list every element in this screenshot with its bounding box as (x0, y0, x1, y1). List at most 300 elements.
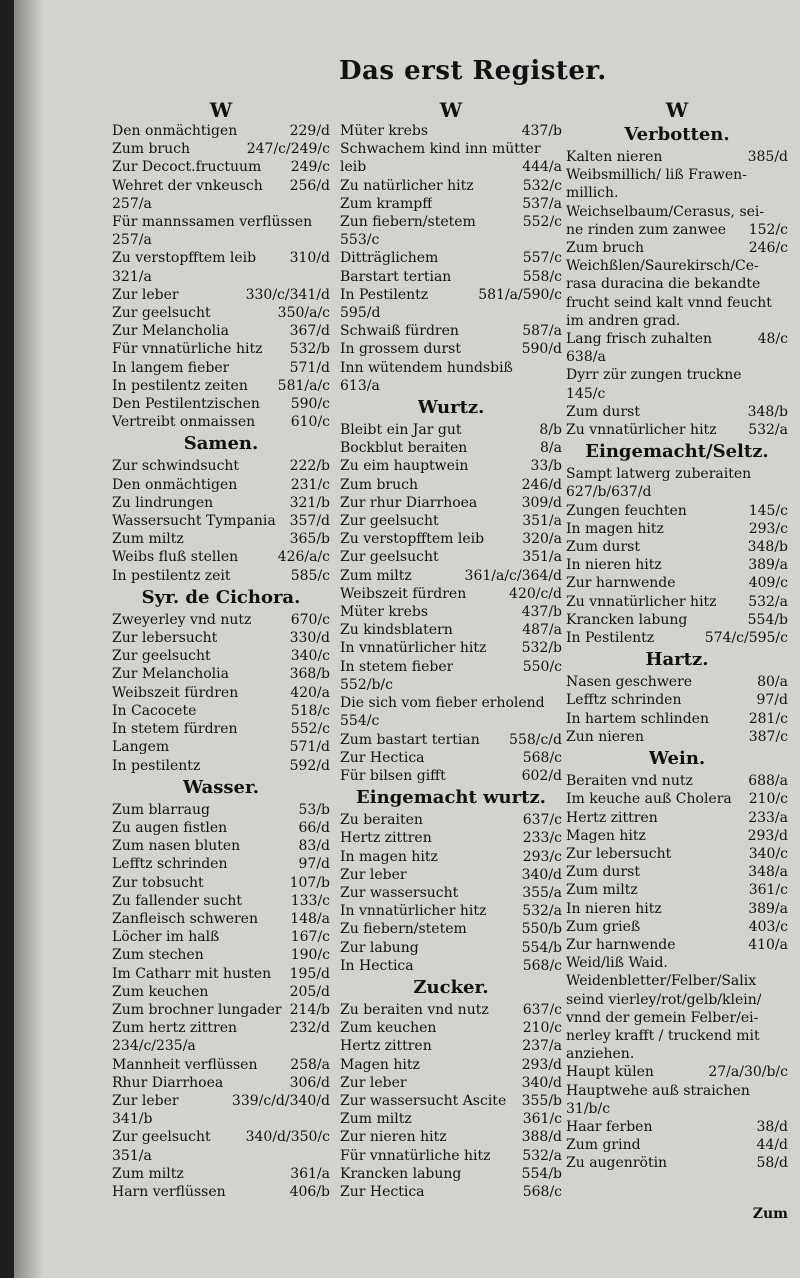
index-entry (112, 611, 330, 629)
entry-text: Zu beraiten (340, 812, 423, 829)
index-entry (340, 122, 562, 140)
entry-text: Mannheit verflüssen (112, 1056, 258, 1073)
page-reference: 688/a (748, 773, 788, 790)
entry-text: 613/a (340, 377, 380, 394)
entry-text: In grossem durst (340, 341, 461, 358)
entry-text: Rhur Diarrhoea (112, 1074, 224, 1091)
page-reference: 389/a (748, 900, 788, 917)
entry-text: Zur Hectica (340, 749, 425, 766)
index-entry (340, 1183, 562, 1201)
entry-text: Zanfleisch schweren (112, 910, 258, 927)
page-reference: 437/b (521, 123, 562, 139)
page-reference: 306/d (289, 1074, 330, 1091)
page-reference: 210/c (748, 791, 788, 808)
entry-text: In Pestilentz (340, 286, 429, 303)
index-entry (340, 494, 562, 512)
index-entry (566, 673, 788, 691)
entry-text: Weibszeit fürdren (112, 684, 239, 701)
entry-text: 31/b/c (566, 1100, 611, 1117)
index-entry (340, 286, 562, 304)
page-reference: 365/b (289, 531, 330, 548)
entry-text: Zu verstopfftem leib (112, 250, 257, 267)
index-entry (566, 991, 788, 1009)
entry-text: Weichselbaum/Cerasus, sei- (566, 203, 765, 220)
index-entry (112, 177, 330, 195)
page-reference: 233/a (748, 809, 788, 826)
entry-text: Lefftz schrinden (566, 692, 682, 709)
page-reference: 487/a (522, 622, 562, 639)
page-reference: 552/c (522, 214, 562, 231)
page-reference: 357/d (289, 513, 330, 530)
page-reference: 385/d (747, 149, 788, 165)
entry-text: 554/c (340, 713, 380, 730)
index-entry (112, 965, 330, 983)
page-reference: 340/d (521, 1074, 562, 1091)
page-reference: 550/c (522, 658, 562, 675)
index-entry (340, 621, 562, 639)
entry-text: 553/c (340, 232, 380, 249)
entry-text: Zum bastart tertian (340, 731, 480, 748)
index-entry (566, 257, 788, 275)
index-entry (566, 1027, 788, 1045)
index-entry (340, 439, 562, 457)
index-entry (112, 837, 330, 855)
entry-text: Zum grieß (566, 918, 641, 935)
section-heading (566, 439, 788, 465)
index-entry (112, 946, 330, 964)
page-reference: 232/d (289, 1020, 330, 1037)
page-reference: 246/c (748, 240, 788, 257)
page-reference: 557/c (522, 250, 562, 267)
entry-text: Weid/liß Waid. (566, 955, 668, 972)
page-reference: 247/c/249/c (246, 141, 330, 158)
entry-text: In pestilentz (112, 757, 201, 774)
page-reference: 258/a (290, 1056, 330, 1073)
page-reference: 532/a (522, 1147, 562, 1164)
index-entry (566, 900, 788, 918)
page-reference: 350/a/c (277, 305, 330, 322)
index-entry (112, 567, 330, 585)
page-reference: 532/a (522, 903, 562, 920)
index-entry (112, 1147, 330, 1165)
index-entry (112, 413, 330, 431)
index-entry (566, 845, 788, 863)
index-entry (112, 457, 330, 475)
index-entry (340, 957, 562, 975)
entry-text: nerley krafft / truckend mit (566, 1027, 760, 1044)
index-entry (112, 1183, 330, 1201)
page-reference: 48/c (757, 331, 788, 348)
page-reference: 80/a (757, 674, 788, 691)
entry-text: Eingemacht/Seltz. (585, 441, 769, 463)
entry-text: 257/a (112, 232, 152, 249)
entry-text: Haupt külen (566, 1064, 654, 1081)
index-entry (112, 738, 330, 756)
index-entry (566, 330, 788, 348)
entry-text: Ditträglichem (340, 250, 439, 267)
entry-text: Zur geelsucht (112, 1129, 211, 1146)
entry-text: Zur wassersucht Ascite (340, 1092, 507, 1109)
entry-text: Bleibt ein Jar gut (340, 422, 462, 439)
entry-text: Zur harnwende (566, 936, 676, 953)
index-entry (566, 827, 788, 845)
index-entry (566, 148, 788, 166)
entry-text: Zum keuchen (340, 1020, 437, 1037)
index-entry (566, 809, 788, 827)
entry-text: Hertz zittren (566, 809, 658, 826)
page-reference: 568/c (522, 1183, 562, 1200)
entry-text: Zu kindsblatern (340, 622, 453, 639)
entry-text: In vnnatürlicher hitz (340, 903, 487, 920)
index-entry (566, 203, 788, 221)
page-reference: 222/b (289, 458, 330, 475)
entry-text: Zur geelsucht (340, 513, 439, 530)
index-entry (112, 231, 330, 249)
page-reference: 537/a (522, 195, 562, 212)
index-entry (112, 684, 330, 702)
index-entry (340, 195, 562, 213)
entry-text: Zur lebersucht (112, 630, 218, 647)
page-reference: 210/c (522, 1020, 562, 1037)
page-reference: 97/d (756, 692, 788, 709)
index-entry (566, 366, 788, 384)
page-reference: 246/d (521, 476, 562, 493)
index-entry (340, 359, 562, 377)
column-letter: W (209, 98, 233, 122)
index-entry (112, 530, 330, 548)
entry-text: Zu augen fistlen (112, 819, 228, 836)
index-entry (340, 377, 562, 395)
index-entry (566, 593, 788, 611)
entry-text: Zur wassersucht (340, 884, 459, 901)
entry-text: Inn wütendem hundsbiß (340, 359, 513, 376)
index-entry (340, 1037, 562, 1055)
entry-text: Den onmächtigen (112, 123, 238, 139)
entry-text: Zu fallender sucht (112, 892, 243, 909)
entry-text: 638/a (566, 349, 606, 366)
entry-text: Dyrr zür zungen truckne (566, 367, 742, 384)
index-entry (566, 1063, 788, 1081)
index-entry (112, 1056, 330, 1074)
entry-text: Zur Melancholia (112, 666, 229, 683)
entry-text: Zu fiebern/stetem (340, 921, 467, 938)
index-entry (112, 213, 330, 231)
entry-text: 234/c/235/a (112, 1038, 196, 1055)
entry-text: In magen hitz (340, 848, 438, 865)
page-reference: 420/c/d (509, 585, 562, 602)
index-entry (112, 249, 330, 267)
index-entry (566, 1154, 788, 1172)
entry-text: Müter krebs (340, 123, 429, 139)
page-reference: 581/a/c (277, 377, 330, 394)
section-heading (112, 775, 330, 801)
index-entry (340, 1001, 562, 1019)
entry-text: Zum miltz (112, 531, 184, 548)
index-entry (112, 377, 330, 395)
index-entry (112, 268, 330, 286)
entry-text: Zur leber (340, 866, 407, 883)
index-entry (112, 1092, 330, 1110)
index-entry (566, 936, 788, 954)
entry-text: Zur leber (112, 286, 179, 303)
index-entry (566, 710, 788, 728)
index-entry (340, 231, 562, 249)
page-reference: 293/d (747, 827, 788, 844)
page-reference: 339/c/d/340/d (231, 1092, 330, 1109)
entry-text: Zungen feuchten (566, 502, 687, 519)
entry-text: Zur Hectica (340, 1183, 425, 1200)
index-entry (112, 1037, 330, 1055)
page-reference: 340/c (748, 845, 788, 862)
page-reference: 256/d (289, 177, 330, 194)
index-entry (340, 920, 562, 938)
page-reference: 355/b (521, 1092, 562, 1109)
page-reference: 568/c (522, 749, 562, 766)
index-entry (112, 819, 330, 837)
page-reference: 53/b (298, 801, 330, 818)
page-reference: 444/a (522, 159, 562, 176)
entry-text: 627/b/637/d (566, 484, 652, 501)
entry-text: Die sich vom fieber erholend (340, 695, 545, 712)
index-entry (566, 863, 788, 881)
index-entry (566, 790, 788, 808)
page-reference: 190/c (290, 947, 330, 964)
page-reference: 293/d (521, 1056, 562, 1073)
index-entry (112, 1110, 330, 1128)
page-reference: 387/c (748, 728, 788, 745)
index-entry (340, 676, 562, 694)
index-entry (340, 213, 562, 231)
page-reference: 281/c (748, 710, 788, 727)
page-reference: 518/c (290, 702, 330, 719)
index-entry (340, 1019, 562, 1037)
entry-text: Im keuche auß Cholera (566, 791, 732, 808)
index-entry (340, 848, 562, 866)
index-entry (112, 629, 330, 647)
entry-text: Zum durst (566, 864, 640, 881)
catchword: Zum (752, 1206, 788, 1222)
entry-text: 341/b (112, 1111, 153, 1128)
page-reference: 554/b (747, 611, 788, 628)
page-reference: 602/d (521, 767, 562, 784)
entry-text: Haar ferben (566, 1118, 653, 1135)
page-reference: 27/a/30/b/c (708, 1064, 788, 1081)
index-entry (112, 512, 330, 530)
index-entry (340, 548, 562, 566)
index-entry (566, 881, 788, 899)
entry-text: Verbotten. (624, 124, 730, 145)
index-entry (340, 694, 562, 712)
entry-text: Langem (112, 739, 170, 756)
section-heading (340, 975, 562, 1001)
index-entry (112, 548, 330, 566)
index-entry (112, 720, 330, 738)
entry-text: Hauptwehe auß straichen (566, 1082, 750, 1099)
entry-text: Zum miltz (566, 882, 638, 899)
entry-text: vnnd der gemein Felber/ei- (566, 1009, 759, 1026)
page-reference: 38/d (756, 1118, 788, 1135)
page-reference: 58/d (756, 1155, 788, 1172)
column-letter: W (665, 98, 689, 122)
entry-text: Zur labung (340, 939, 419, 956)
page-reference: 568/c (522, 957, 562, 974)
index-entry (340, 939, 562, 957)
entry-text: Magen hitz (340, 1056, 420, 1073)
page-reference: 532/c (522, 177, 562, 194)
index-entry (112, 494, 330, 512)
index-column-3 (566, 98, 788, 1173)
page-reference: 229/d (289, 123, 330, 139)
index-entry (566, 691, 788, 709)
index-entry (112, 1001, 330, 1019)
entry-text: Zum miltz (340, 1111, 412, 1128)
entry-text: Hartz. (645, 649, 709, 671)
index-entry (566, 221, 788, 239)
entry-text: Zur Melancholia (112, 323, 229, 340)
index-entry (340, 1074, 562, 1092)
entry-text: Zu beraiten vnd nutz (340, 1001, 489, 1018)
page-reference: 340/c (290, 648, 330, 665)
index-entry (112, 910, 330, 928)
entry-text: Zucker. (413, 976, 489, 998)
entry-text: Zur geelsucht (112, 648, 211, 665)
entry-text: Krancken labung (340, 1165, 462, 1182)
page-reference: 205/d (289, 983, 330, 1000)
entry-text: Zur leber (340, 1074, 407, 1091)
index-entry (340, 340, 562, 358)
entry-text: Syr. de Cichora. (141, 586, 301, 608)
entry-text: Samen. (183, 433, 259, 455)
index-entry (566, 275, 788, 293)
entry-text: In pestilentz zeiten (112, 377, 248, 394)
page-reference: 293/c (522, 848, 562, 865)
index-entry (112, 322, 330, 340)
index-entry (340, 1110, 562, 1128)
page-reference: 214/b (289, 1001, 330, 1018)
entry-text: Zum grind (566, 1137, 641, 1154)
index-entry (566, 239, 788, 257)
entry-text: Wurtz. (417, 397, 485, 419)
index-entry (340, 322, 562, 340)
index-entry (566, 1009, 788, 1027)
index-entry (340, 476, 562, 494)
index-entry (112, 983, 330, 1001)
section-heading (112, 431, 330, 457)
entry-text: Zum durst (566, 403, 640, 420)
entry-text: Zu lindrungen (112, 494, 214, 511)
page-reference: 554/b (521, 1165, 562, 1182)
entry-text: In vnnatürlicher hitz (340, 640, 487, 657)
entry-text: Zu augenrötin (566, 1155, 668, 1172)
entry-text: Eingemacht wurtz. (356, 787, 546, 809)
entry-text: Für bilsen gifft (340, 767, 446, 784)
entry-text: Weichßlen/Saurekirsch/Ce- (566, 258, 759, 275)
page-reference: 133/c (290, 892, 330, 909)
entry-text: Zum bruch (112, 141, 190, 158)
page-reference: 321/b (289, 494, 330, 511)
index-entry (566, 556, 788, 574)
page-reference: 33/b (530, 458, 562, 475)
page-reference: 637/c (522, 1001, 562, 1018)
entry-text: Zum krampff (340, 195, 433, 212)
index-entry (340, 249, 562, 267)
page-reference: 145/c (748, 502, 788, 519)
page-reference: 195/d (289, 965, 330, 982)
book-page (14, 0, 800, 1278)
page-reference: 148/a (290, 910, 330, 927)
entry-text: Zun fiebern/stetem (340, 214, 476, 231)
entry-text: ne rinden zum zanwee (566, 221, 727, 238)
entry-text: Zun nieren (566, 728, 644, 745)
index-entry (112, 647, 330, 665)
index-entry (566, 611, 788, 629)
entry-text: Weidenbletter/Felber/Salix (566, 973, 757, 990)
entry-text: Zum brochner lungader (112, 1001, 282, 1018)
index-entry (340, 585, 562, 603)
index-entry (340, 884, 562, 902)
entry-text: millich. (566, 185, 619, 202)
entry-text: Bockblut beraiten (340, 440, 468, 457)
entry-text: Zur rhur Diarrhoea (340, 494, 478, 511)
entry-text: Zum miltz (112, 1165, 184, 1182)
entry-text: Zu eim hauptwein (340, 458, 469, 475)
page-reference: 355/a (522, 884, 562, 901)
page-reference: 361/a (290, 1165, 330, 1182)
index-entry (340, 866, 562, 884)
entry-text: Zum blarraug (112, 801, 210, 818)
page-reference: 340/d/350/c (245, 1129, 330, 1146)
page-reference: 8/b (539, 422, 562, 439)
entry-text: Zur geelsucht (340, 549, 439, 566)
entry-list (112, 122, 330, 1201)
entry-text: Zur tobsucht (112, 874, 204, 891)
index-entry (566, 483, 788, 501)
page-reference: 361/c (748, 882, 788, 899)
entry-text: Wein. (648, 748, 706, 770)
entry-text: In stetem fürdren (112, 721, 238, 738)
entry-text: Zu vnnatürlicher hitz (566, 593, 717, 610)
index-entry (340, 712, 562, 730)
entry-text: 552/b/c (340, 676, 393, 693)
entry-text: Schwachem kind inn mütter (340, 141, 541, 158)
index-entry (340, 530, 562, 548)
index-entry (340, 512, 562, 530)
index-entry (340, 304, 562, 322)
index-entry (340, 639, 562, 657)
page-reference: 587/a (522, 323, 562, 340)
page-reference: 340/d (521, 866, 562, 883)
page-reference: 426/a/c (277, 549, 330, 566)
page-reference: 320/a (522, 531, 562, 548)
index-entry (340, 1147, 562, 1165)
entry-text: Zum hertz zittren (112, 1020, 238, 1037)
index-entry (112, 359, 330, 377)
page-reference: 409/c (748, 575, 788, 592)
entry-text: rasa duracina die bekandte (566, 276, 761, 293)
page-reference: 249/c (290, 159, 330, 176)
index-entry (340, 177, 562, 195)
entry-text: Kalten nieren (566, 149, 663, 165)
section-heading (340, 785, 562, 811)
entry-text: Weibszeit fürdren (340, 585, 467, 602)
entry-text: Zum miltz (340, 567, 412, 584)
page-reference: 361/c (522, 1111, 562, 1128)
entry-text: 351/a (112, 1147, 152, 1164)
index-entry (340, 811, 562, 829)
page-reference: 410/a (748, 936, 788, 953)
page-reference: 66/d (298, 819, 330, 836)
index-entry (340, 457, 562, 475)
